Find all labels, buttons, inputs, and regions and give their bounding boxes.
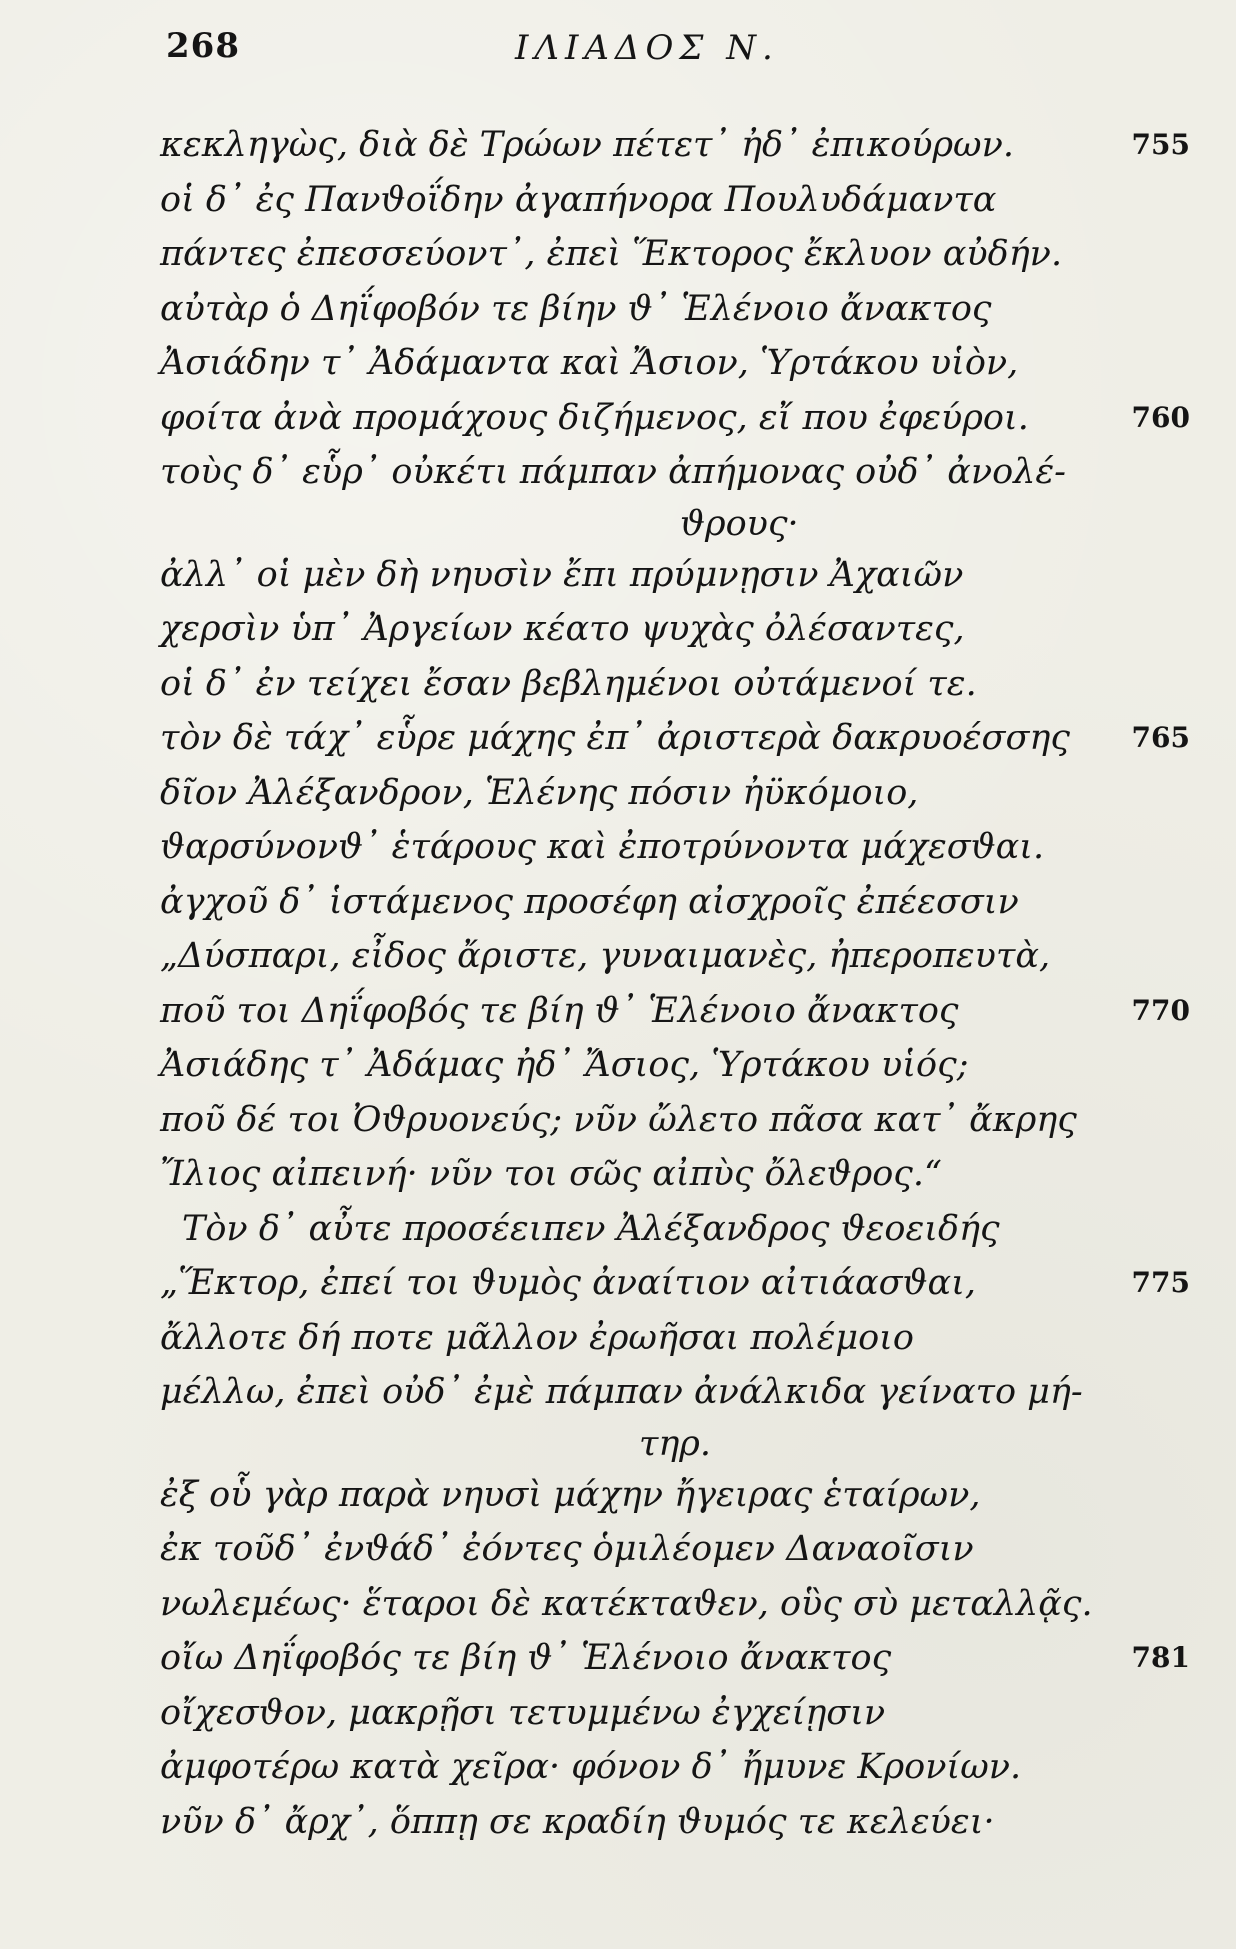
verse-line [160, 1795, 1190, 1850]
verse-block [160, 118, 1190, 1849]
verse-line [160, 1577, 1190, 1632]
page-header [160, 20, 1176, 80]
verse-text: πάντες ἐπεσσεύοντ᾽, ἐπεὶ Ἕκτορος ἔκλυον αὐδήν. [160, 234, 1063, 274]
running-title: ΙΛΙΑΔΟΣ Ν. [515, 28, 779, 68]
verse-text: οἱ δ᾽ ἐν τείχει ἔσαν βεβλημένοι οὐτάμενοί τε. [160, 663, 977, 704]
verse-text: ἐξ οὗ γὰρ παρὰ νηυσὶ μάχην ἤγειρας ἑταίρων, [160, 1474, 981, 1515]
verse-text: ἀγχοῦ δ᾽ ἱστάμενος προσέφη αἰσχροῖς ἐπέεσσιν [160, 881, 1019, 922]
line-number: 755 [1131, 128, 1190, 161]
verse-text: οἴω Δηΐφοβός τε βίη ϑ᾽ Ἑλένοιο ἄνακτος [160, 1638, 892, 1678]
verse-text: „Δύσπαρι, εἶδος ἄριστε, γυναιμανὲς, ἠπεροπευτὰ, [160, 936, 1051, 976]
verse-text: ποῦ τοι Δηΐφοβός τε βίη ϑ᾽ Ἑλένοιο ἄνακτος [160, 990, 959, 1031]
verse-line [160, 445, 1190, 500]
verse-line [160, 820, 1190, 875]
verse-line [160, 984, 1190, 1039]
line-number: 760 [1131, 400, 1190, 434]
verse-line [160, 391, 1190, 446]
verse-text: ϑαρσύνονϑ᾽ ἑτάρους καὶ ἐποτρύνοντα μάχεσϑαι. [160, 827, 1045, 867]
verse-text: ποῦ δέ τοι Ὀϑρυονεύς; νῦν ὤλετο πᾶσα κατ᾽ ἄκρης [160, 1099, 1077, 1140]
verse-line [160, 1147, 1190, 1202]
verse-text: νωλεμέως· ἕταροι δὲ κατέκταϑεν, οὓς σὺ μεταλλᾷς. [160, 1583, 1093, 1624]
verse-text: οἴχεσϑον, μακρῇσι τετυμμένω ἐγχείῃσιν [160, 1692, 886, 1733]
verse-text: δῖον Ἀλέξανδρον, Ἑλένης πόσιν ἠϋκόμοιο, [160, 772, 919, 813]
verse-line [160, 173, 1190, 228]
verse-line [160, 1256, 1190, 1311]
verse-line [160, 1522, 1190, 1577]
verse-line [160, 1686, 1190, 1741]
verse-line [160, 711, 1190, 766]
line-number: 765 [1131, 721, 1190, 754]
verse-line [160, 1311, 1190, 1366]
verse-text: ἐκ τοῦδ᾽ ἐνϑάδ᾽ ἐόντες ὁμιλέομεν Δαναοῖσιν [160, 1529, 974, 1569]
verse-text: οἱ δ᾽ ἐς Πανϑοΐδην ἀγαπήνορα Πουλυδάμαντα [160, 179, 997, 220]
verse-text: τηρ. [638, 1423, 712, 1464]
verse-line [160, 227, 1190, 282]
verse-text: Ἀσιάδης τ᾽ Ἀδάμας ἠδ᾽ Ἄσιος, Ὑρτάκου υἱός; [160, 1045, 969, 1085]
line-number: 775 [1131, 1266, 1190, 1299]
verse-line [160, 875, 1190, 930]
verse-line [160, 282, 1190, 337]
verse-line [160, 336, 1190, 391]
verse-text: Ἀσιάδην τ᾽ Ἀδάμαντα καὶ Ἄσιον, Ὑρτάκου υἱὸν, [160, 343, 1019, 383]
verse-text: ϑρους· [680, 503, 799, 544]
verse-text: „Ἕκτορ, ἐπεί τοι ϑυμὸς ἀναίτιον αἰτιάασϑαι, [160, 1263, 977, 1303]
verse-line [160, 1740, 1190, 1795]
verse-text: μέλλω, ἐπεὶ οὐδ᾽ ἐμὲ πάμπαν ἀνάλκιδα γείνατο μή- [160, 1372, 1083, 1412]
verse-text: νῦν δ᾽ ἄρχ᾽, ὅππῃ σε κραδίη ϑυμός τε κελεύει· [160, 1801, 995, 1842]
verse-line [160, 118, 1190, 173]
page-number: 268 [166, 26, 240, 66]
line-number: 770 [1131, 993, 1190, 1027]
line-number: 781 [1131, 1641, 1190, 1674]
verse-text: κεκληγὼς, διὰ δὲ Τρώων πέτετ᾽ ἠδ᾽ ἐπικούρων. [160, 125, 1014, 165]
verse-line [160, 548, 1190, 603]
verse-text: τοὺς δ᾽ εὗρ᾽ οὐκέτι πάμπαν ἀπήμονας οὐδ᾽ ἀνολέ- [160, 452, 1067, 492]
verse-line [160, 602, 1190, 657]
verse-line [160, 1631, 1190, 1686]
verse-text: ἀλλ᾽ οἱ μὲν δὴ νηυσὶν ἔπι πρύμνῃσιν Ἀχαιῶν [160, 554, 964, 595]
verse-text: τὸν δὲ τάχ᾽ εὗρε μάχης ἐπ᾽ ἀριστερὰ δακρυοέσσης [160, 718, 1070, 758]
verse-continuation [160, 500, 1190, 548]
verse-text: Τὸν δ᾽ αὖτε προσέειπεν Ἀλέξανδρος ϑεοειδής [182, 1208, 1000, 1249]
verse-text: Ἴλιος αἰπεινή· νῦν τοι σῶς αἰπὺς ὄλεϑρος.“ [160, 1154, 942, 1194]
verse-line [160, 1468, 1190, 1523]
verse-line [160, 1093, 1190, 1148]
verse-text: ἄλλοτε δή ποτε μᾶλλον ἐρωῆσαι πολέμοιο [160, 1317, 914, 1358]
verse-text: φοίτα ἀνὰ προμάχους διζήμενος, εἴ που ἐφεύροι. [160, 397, 1029, 438]
verse-text: αὐτὰρ ὁ Δηΐφοβόν τε βίην ϑ᾽ Ἑλένοιο ἄνακτος [160, 288, 992, 329]
verse-continuation [160, 1420, 1190, 1468]
verse-line [160, 1202, 1190, 1257]
verse-text: χερσὶν ὑπ᾽ Ἀργείων κέατο ψυχὰς ὀλέσαντες, [160, 609, 965, 649]
verse-line [160, 929, 1190, 984]
verse-line [160, 657, 1190, 712]
verse-line [160, 766, 1190, 821]
verse-line [160, 1038, 1190, 1093]
verse-text: ἀμφοτέρω κατὰ χεῖρα· φόνον δ᾽ ἤμυνε Κρονίων. [160, 1747, 1022, 1787]
verse-line [160, 1365, 1190, 1420]
